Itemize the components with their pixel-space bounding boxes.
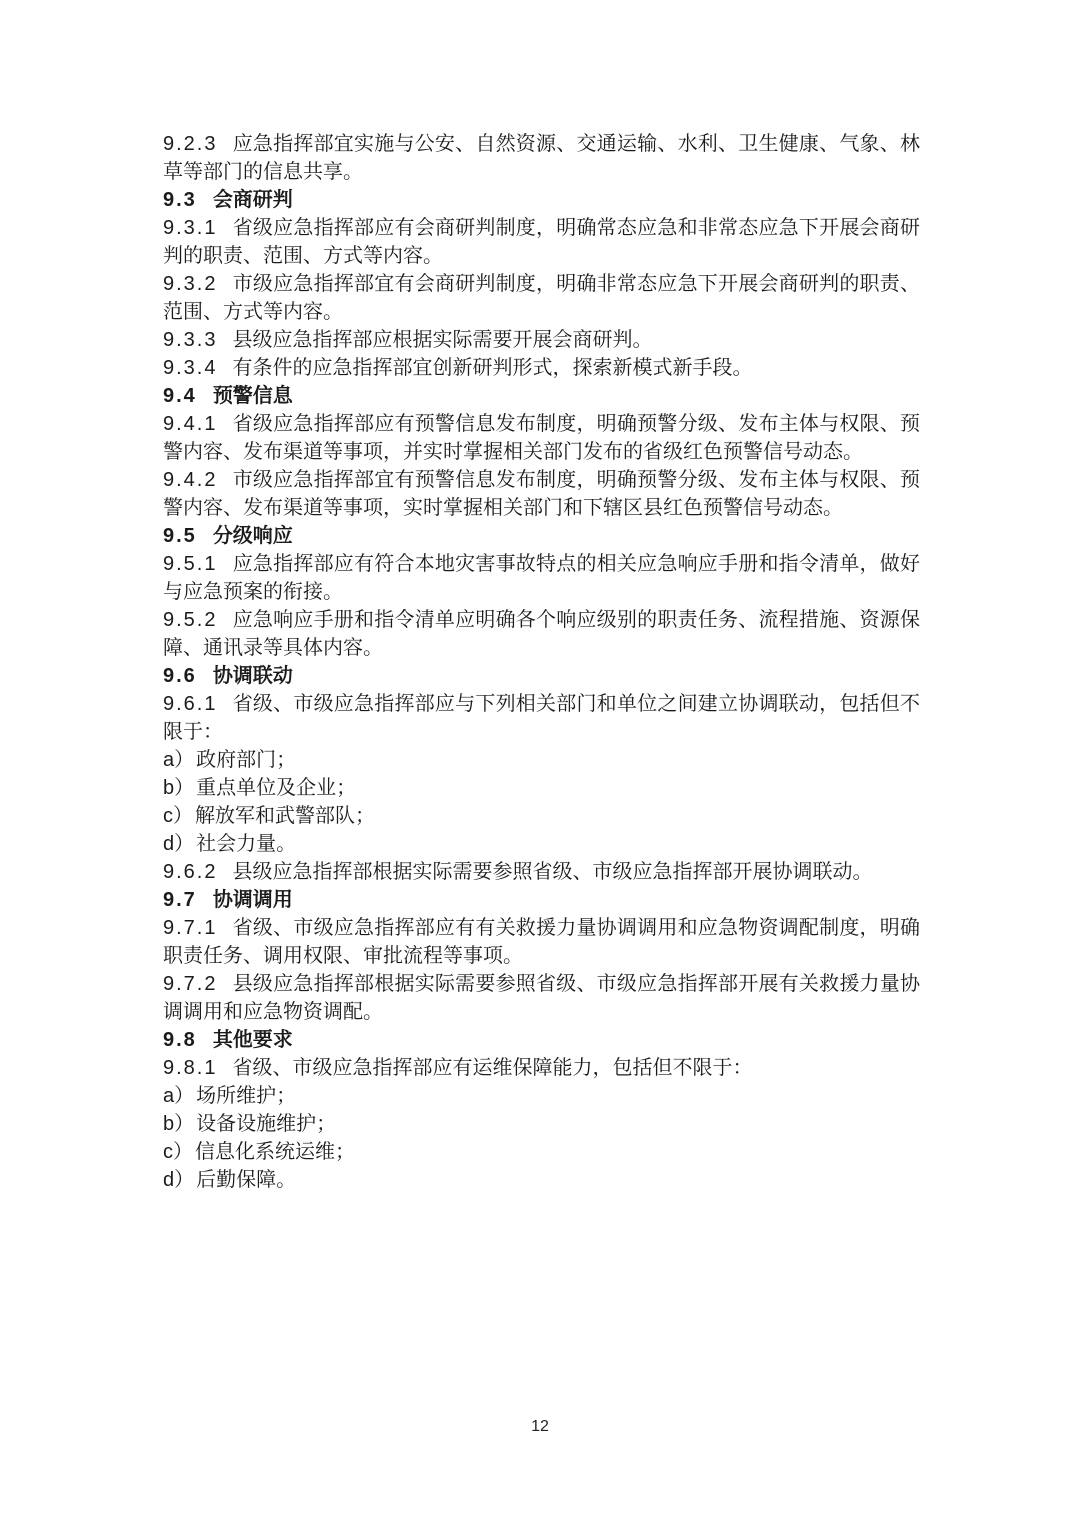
clause-text: 应急指挥部应有符合本地灾害事故特点的相关应急响应手册和指令清单，做好与应急预案的衔接。 (163, 553, 920, 603)
clause-paragraph (163, 1054, 920, 1082)
clause-number: 9.5.2 (163, 609, 218, 631)
list-item-label: a） (163, 1085, 195, 1107)
clause-paragraph (163, 270, 920, 326)
section-number: 9.5 (163, 525, 197, 547)
section-title: 会商研判 (212, 189, 293, 211)
clause-paragraph (163, 970, 920, 1026)
list-item-text: 信息化系统运维； (195, 1141, 355, 1163)
section-heading (163, 522, 920, 550)
clause-number: 9.8.1 (163, 1057, 218, 1079)
clause-number: 9.7.1 (163, 917, 218, 939)
clause-text: 省级应急指挥部应有会商研判制度，明确常态应急和非常态应急下开展会商研判的职责、范围、方式等内容。 (163, 217, 920, 267)
clause-text: 省级应急指挥部应有预警信息发布制度，明确预警分级、发布主体与权限、预警内容、发布渠道等事项，并实时掌握相关部门发布的省级红色预警信号动态。 (163, 413, 920, 463)
section-title: 分级响应 (212, 525, 293, 547)
clause-text: 市级应急指挥部宜有会商研判制度，明确非常态应急下开展会商研判的职责、范围、方式等内容。 (163, 273, 920, 323)
section-title: 协调调用 (212, 889, 293, 911)
list-item (163, 746, 920, 774)
section-title: 其他要求 (212, 1029, 293, 1051)
section-heading (163, 886, 920, 914)
clause-text: 县级应急指挥部应根据实际需要开展会商研判。 (232, 329, 653, 351)
clause-number: 9.3.4 (163, 357, 218, 379)
list-item-label: c） (163, 1141, 193, 1163)
list-item (163, 802, 920, 830)
section-heading (163, 662, 920, 690)
clause-number: 9.3.3 (163, 329, 218, 351)
clause-text: 省级、市级应急指挥部应与下列相关部门和单位之间建立协调联动，包括但不限于： (163, 693, 920, 743)
section-heading (163, 382, 920, 410)
clause-number: 9.7.2 (163, 973, 218, 995)
section-number: 9.7 (163, 889, 197, 911)
list-item-text: 场所维护； (196, 1085, 297, 1107)
list-item-label: d） (163, 1169, 195, 1191)
section-title: 预警信息 (212, 385, 293, 407)
clause-paragraph (163, 550, 920, 606)
section-number: 9.6 (163, 665, 197, 687)
clause-text: 应急指挥部宜实施与公安、自然资源、交通运输、水利、卫生健康、气象、林草等部门的信息共享。 (163, 133, 920, 183)
clause-text: 县级应急指挥部根据实际需要参照省级、市级应急指挥部开展协调联动。 (232, 861, 873, 883)
clause-paragraph (163, 354, 920, 382)
clause-paragraph (163, 466, 920, 522)
section-heading (163, 186, 920, 214)
section-number: 9.3 (163, 189, 197, 211)
list-item-label: b） (163, 1113, 195, 1135)
list-item (163, 830, 920, 858)
clause-number: 9.5.1 (163, 553, 218, 575)
section-heading (163, 1026, 920, 1054)
clause-number: 9.2.3 (163, 133, 218, 155)
clause-text: 有条件的应急指挥部宜创新研判形式，探索新模式新手段。 (232, 357, 753, 379)
clause-number: 9.4.2 (163, 469, 218, 491)
clause-paragraph (163, 326, 920, 354)
list-item (163, 1138, 920, 1166)
page-number: 12 (531, 1418, 549, 1435)
list-item-text: 重点单位及企业； (196, 777, 357, 799)
clause-paragraph (163, 606, 920, 662)
section-title: 协调联动 (212, 665, 293, 687)
clause-number: 9.6.2 (163, 861, 218, 883)
list-item (163, 1110, 920, 1138)
section-number: 9.8 (163, 1029, 197, 1051)
list-item-label: b） (163, 777, 195, 799)
list-item (163, 774, 920, 802)
section-number: 9.4 (163, 385, 197, 407)
clause-number: 9.6.1 (163, 693, 218, 715)
clause-number: 9.3.1 (163, 217, 218, 239)
list-item-text: 后勤保障。 (196, 1169, 297, 1191)
clause-paragraph (163, 914, 920, 970)
list-item-label: c） (163, 805, 193, 827)
clause-text: 应急响应手册和指令清单应明确各个响应级别的职责任务、流程措施、资源保障、通讯录等具体内容。 (163, 609, 920, 659)
clause-text: 市级应急指挥部宜有预警信息发布制度，明确预警分级、发布主体与权限、预警内容、发布渠道等事项，实时掌握相关部门和下辖区县红色预警信号动态。 (163, 469, 920, 519)
clause-paragraph (163, 858, 920, 886)
list-item-text: 解放军和武警部队； (195, 805, 375, 827)
list-item (163, 1166, 920, 1194)
list-item-label: a） (163, 749, 195, 771)
list-item (163, 1082, 920, 1110)
clause-number: 9.3.2 (163, 273, 218, 295)
clause-number: 9.4.1 (163, 413, 218, 435)
clause-paragraph (163, 690, 920, 746)
clause-text: 省级、市级应急指挥部应有有关救援力量协调调用和应急物资调配制度，明确职责任务、调用权限、审批流程等事项。 (163, 917, 920, 967)
document-body (163, 130, 920, 1194)
clause-paragraph (163, 130, 920, 186)
clause-paragraph (163, 410, 920, 466)
clause-text: 省级、市级应急指挥部应有运维保障能力，包括但不限于： (232, 1057, 753, 1079)
clause-paragraph (163, 214, 920, 270)
clause-text: 县级应急指挥部根据实际需要参照省级、市级应急指挥部开展有关救援力量协调调用和应急物资调配。 (163, 973, 920, 1023)
list-item-text: 政府部门； (196, 749, 297, 771)
list-item-text: 设备设施维护； (196, 1113, 337, 1135)
list-item-label: d） (163, 833, 195, 855)
list-item-text: 社会力量。 (196, 833, 297, 855)
